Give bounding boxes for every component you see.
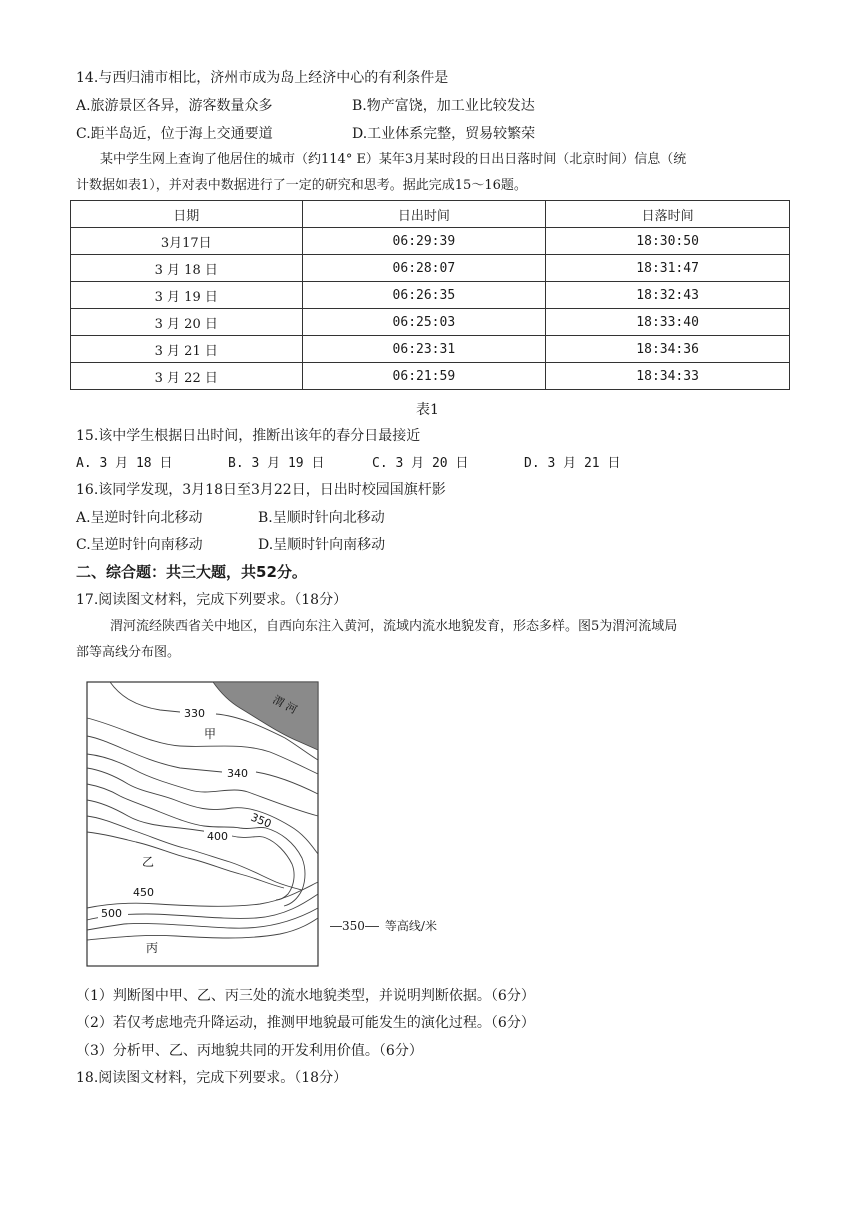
contour-map	[80, 676, 330, 972]
q14-option-b: B.物产富饶，加工业比较发达	[352, 98, 535, 114]
q16-option-c: C.呈逆时针向南移动	[76, 537, 203, 553]
q17-material-line-2: 部等高线分布图。	[76, 645, 181, 660]
cell-sunrise: 06:21:59	[302, 363, 546, 390]
q14-option-d: D.工业体系完整，贸易较繁荣	[352, 126, 536, 142]
q16-option-a: A.呈逆时针向北移动	[76, 510, 203, 526]
cell-sunrise: 06:28:07	[302, 255, 546, 282]
q16-stem: 16.该同学发现，3月18日至3月22日，日出时校园国旗杆影	[76, 482, 446, 498]
q14-option-a: A.旅游景区各异，游客数量众多	[76, 98, 273, 114]
cell-sunset: 18:32:43	[546, 282, 790, 309]
contour-label: 330	[184, 707, 205, 720]
cell-date: 3 月 19 日	[71, 282, 303, 309]
contour-label: 340	[227, 767, 248, 780]
q16-option-b: B.呈顺时针向北移动	[258, 510, 385, 526]
cell-sunrise: 06:25:03	[302, 309, 546, 336]
place-yi: 乙	[142, 855, 155, 869]
header-sunset: 日落时间	[546, 201, 790, 228]
q17-material-line-1: 渭河流经陕西省关中地区，自西向东注入黄河，流域内流水地貌发育，形态多样。图5为渭河流域局	[110, 619, 678, 634]
q15-option-c: C. 3 月 20 日	[372, 456, 469, 471]
table-row	[71, 363, 790, 390]
q17-stem: 17.阅读图文材料，完成下列要求。（18分）	[76, 592, 348, 608]
cell-sunset: 18:31:47	[546, 255, 790, 282]
table-row	[71, 336, 790, 363]
legend-line-right	[365, 926, 379, 927]
table-caption: 表1	[416, 402, 439, 418]
cell-date: 3 月 21 日	[71, 336, 303, 363]
q18-stem: 18.阅读图文材料，完成下列要求。（18分）	[76, 1070, 348, 1086]
intro-line-1: 某中学生网上查询了他居住的城市（约114° E）某年3月某时段的日出日落时间（北京时间）信息（统	[100, 152, 687, 167]
q16-option-d: D.呈顺时针向南移动	[258, 537, 386, 553]
river-label: 渭 河	[270, 693, 300, 717]
contour-label: 350	[248, 810, 274, 831]
table-row	[71, 255, 790, 282]
legend-line-left	[330, 926, 342, 927]
q15-option-a: A. 3 月 18 日	[76, 456, 173, 471]
header-sunrise: 日出时间	[302, 201, 546, 228]
place-bing: 丙	[146, 941, 159, 955]
intro-line-2: 计数据如表1），并对表中数据进行了一定的研究和思考。据此完成15～16题。	[76, 178, 527, 193]
sunrise-sunset-table	[70, 200, 790, 390]
header-date: 日期	[71, 201, 303, 228]
q17-sub-3: （3）分析甲、乙、丙地貌共同的开发利用价值。（6分）	[76, 1043, 423, 1059]
q14-option-c: C.距半岛近，位于海上交通要道	[76, 126, 273, 142]
cell-sunrise: 06:26:35	[302, 282, 546, 309]
cell-sunrise: 06:29:39	[302, 228, 546, 255]
map-legend	[330, 916, 437, 936]
table-header-row	[71, 201, 790, 228]
cell-sunset: 18:33:40	[546, 309, 790, 336]
q14-stem: 14.与西归浦市相比，济州市成为岛上经济中心的有利条件是	[76, 70, 449, 86]
legend-value: 350	[342, 919, 365, 933]
contour-label: 450	[133, 886, 154, 899]
section-2-heading: 二、综合题：共三大题，共52分。	[76, 563, 307, 581]
cell-date: 3 月 18 日	[71, 255, 303, 282]
q17-sub-1: （1）判断图中甲、乙、丙三处的流水地貌类型，并说明判断依据。（6分）	[76, 988, 535, 1004]
cell-date: 3 月 20 日	[71, 309, 303, 336]
cell-sunset: 18:34:36	[546, 336, 790, 363]
q17-sub-2: （2）若仅考虑地壳升降运动，推测甲地貌最可能发生的演化过程。（6分）	[76, 1015, 535, 1031]
q15-option-b: B. 3 月 19 日	[228, 456, 325, 471]
place-jia: 甲	[204, 727, 217, 741]
table-row	[71, 228, 790, 255]
table-row	[71, 282, 790, 309]
cell-date: 3月17日	[71, 228, 303, 255]
contour-label: 400	[207, 830, 228, 843]
q15-option-d: D. 3 月 21 日	[524, 456, 621, 471]
cell-sunrise: 06:23:31	[302, 336, 546, 363]
cell-date: 3 月 22 日	[71, 363, 303, 390]
cell-sunset: 18:34:33	[546, 363, 790, 390]
q15-stem: 15.该中学生根据日出时间，推断出该年的春分日最接近	[76, 428, 421, 444]
contour-label: 500	[101, 907, 122, 920]
legend-label: 等高线/米	[384, 919, 437, 933]
cell-sunset: 18:30:50	[546, 228, 790, 255]
table-row	[71, 309, 790, 336]
